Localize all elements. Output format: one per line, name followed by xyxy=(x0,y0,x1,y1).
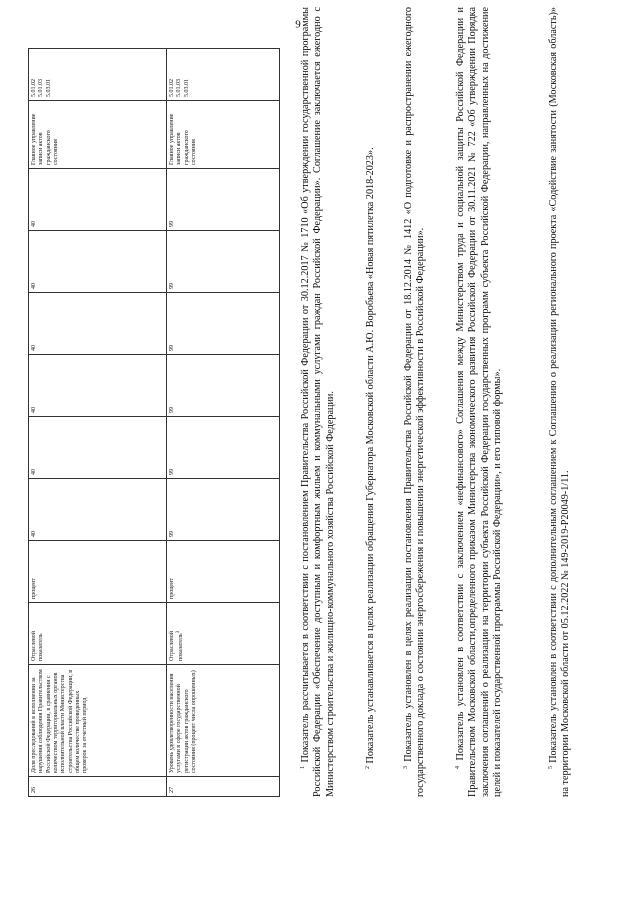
page-number: 9 xyxy=(295,18,301,31)
responsible: Главное управление записи актов гражданского состояния xyxy=(29,101,167,169)
indicator-name: Уровень удовлетворенности населения услугами в сфере государственной регистрации актов гражданского состояния (процент числа опрошенных) xyxy=(167,665,280,777)
value-cell: 99 xyxy=(167,293,280,355)
codes: 5.01.02 5.01.03 5.03.01 xyxy=(29,49,167,101)
value-cell: 40 xyxy=(29,169,167,231)
row-number: 26 xyxy=(29,777,167,797)
value-cell: 99 xyxy=(167,169,280,231)
footnote-4 xyxy=(455,7,505,797)
value-cell: 99 xyxy=(167,417,280,479)
value-cell: 40 xyxy=(29,293,167,355)
footnote-marker: 1 xyxy=(300,766,306,769)
footnote-text: Показатель рассчитывается в соответствии с постановлением Правительства Российской Федерации от 30.12.2017 № 1710 «Об утверждении государственной программы Российской Федерации «Обеспечение доступным и комфортным жильем и коммунальными услугами граждан Российской Федерации». Соглашение заключается ежегодно с Министерством строительства и жилищно-коммунального хозяйства Российской Федерации. xyxy=(300,6,336,797)
indicators-table xyxy=(28,48,280,797)
footnote-2 xyxy=(365,7,377,797)
table-row xyxy=(29,49,167,797)
footnote-3 xyxy=(403,7,428,797)
responsible: Главное управление записи актов гражданского состояния xyxy=(167,101,280,169)
unit: процент xyxy=(167,541,280,603)
table-row xyxy=(167,49,280,797)
type-footnote-ref: 3 xyxy=(176,630,182,634)
value-cell: 99 xyxy=(167,231,280,293)
footnote-marker: 5 xyxy=(548,766,554,769)
footnote-marker: 2 xyxy=(365,766,371,769)
footnote-5 xyxy=(548,7,573,797)
row-number: 27 xyxy=(167,777,280,797)
indicator-type: Отраслевой показатель xyxy=(169,630,185,661)
value-cell: 99 xyxy=(167,479,280,541)
footnote-marker: 4 xyxy=(455,766,461,769)
value-cell: 99 xyxy=(167,355,280,417)
footnote-marker: 3 xyxy=(403,766,409,769)
footnote-text: Показатель установлен в соответствии с заключением «нефинансового» Соглашения между Министерством труда и социальной защиты Российской Федерации и Правительством Московской области,определенного приказом Министерства экономического развития Российской Федерации от 30.11.2021 № 722 «Об утверждении Порядка заключения соглашений о реализации на территории субъекта Российской Федерации государственных программ субъекта Российской Федерации, направленных на достижение целей и показателей государственной программы Российской Федерации», и его типовой формы». xyxy=(455,6,504,797)
indicator-type-cell xyxy=(167,603,280,665)
indicator-name: Доля преследований в исполнении за нарушения соблюдения Правительством Российской Федерации, в сравнении с количеством территориальных органов исполнительной власти Министерства строительства Российской Федерации, в общем количестве проведенных проверок за отчетный период xyxy=(29,665,167,777)
footnote-text: Показатель устанавливается в целях реализации обращения Губернатора Московской области А.Ю. Воробьева «Новая пятилетка 2018-2023». xyxy=(365,147,376,764)
footnote-1 xyxy=(300,7,337,797)
value-cell: 40 xyxy=(29,479,167,541)
footnote-text: Показатель установлен в соответствии с дополнительным соглашением к Соглашению о реализации регионального проекта «Содействие занятости (Московская область)» на территории Московской области от 05.12.2022 № 149-2019-P20049-1/11. xyxy=(548,7,572,797)
indicator-type: Отраслевой показатель xyxy=(29,603,167,665)
codes: 5.01.02 5.01.03 5.03.01 xyxy=(167,49,280,101)
value-cell: 40 xyxy=(29,231,167,293)
unit: процент xyxy=(29,541,167,603)
value-cell: 40 xyxy=(29,417,167,479)
value-cell: 40 xyxy=(29,355,167,417)
footnote-text: Показатель установлен в целях реализации постановления Правительства Российской Федерации от 18.12.2014 № 1412 «О подготовке и распространении ежегодного государственного доклада о состоянии энергосбережения и повышении энергетической эффективности в Российской Федерации». xyxy=(403,7,427,797)
